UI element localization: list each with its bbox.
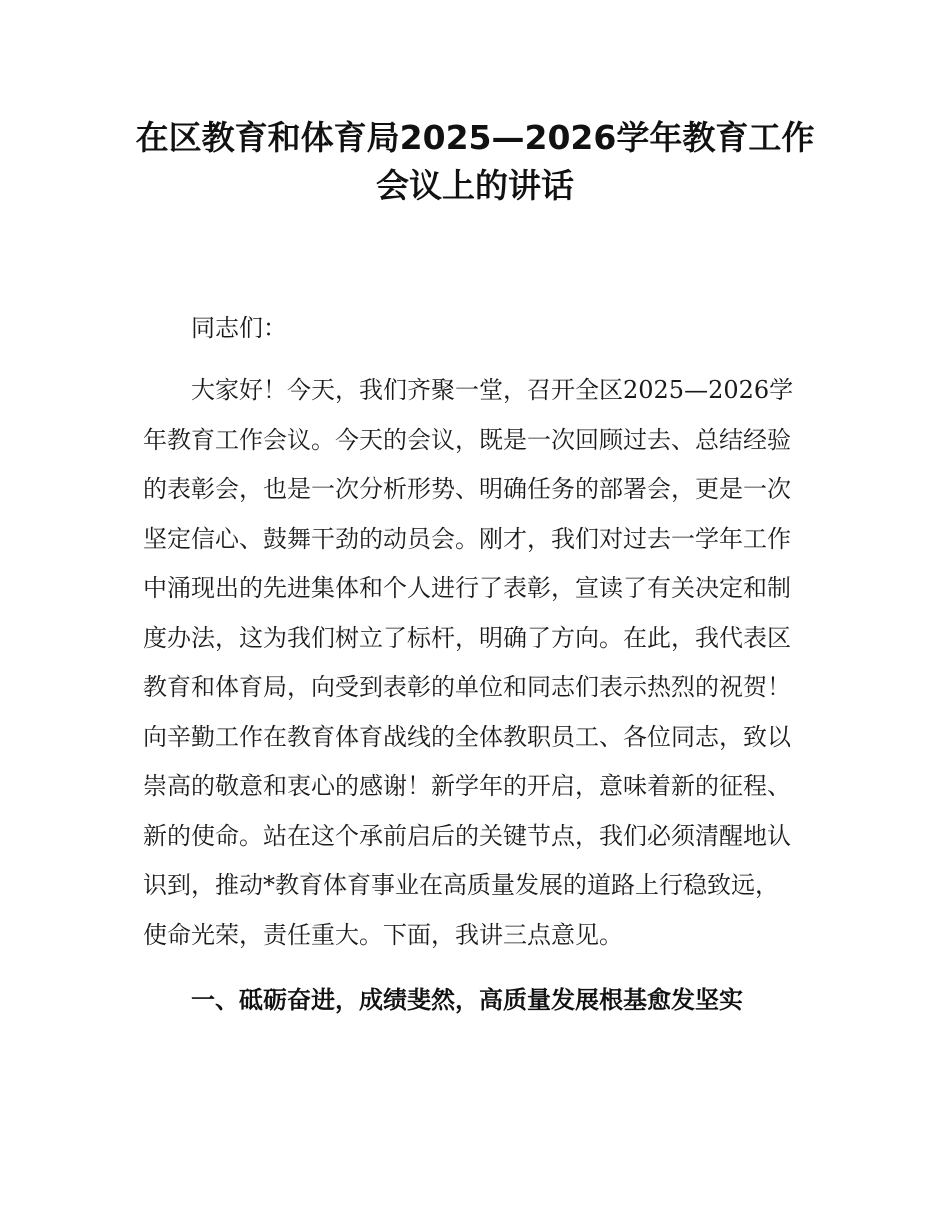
- paragraph-line: 使命光荣，责任重大。下面，我讲三点意见。: [143, 920, 623, 949]
- section-heading: 一、砥砺奋进，成绩斐然，高质量发展根基愈发坚实: [191, 986, 743, 1014]
- paragraph-line: 度办法，这为我们树立了标杆，明确了方向。在此，我代表区: [143, 623, 791, 652]
- paragraph-line: 中涌现出的先进集体和个人进行了表彰，宣读了有关决定和制: [143, 574, 791, 602]
- document-title-line-2: 会议上的讲话: [376, 166, 574, 205]
- paragraph-line: 识到，推动*教育体育事业在高质量发展的道路上行稳致远，: [143, 871, 779, 899]
- paragraph-line: 新的使命。站在这个承前启后的关键节点，我们必须清醒地认: [143, 821, 791, 850]
- paragraph-line: 教育和体育局，向受到表彰的单位和同志们表示热烈的祝贺！: [143, 673, 791, 701]
- paragraph-line: 大家好！今天，我们齐聚一堂，召开全区2025—2026学: [191, 376, 794, 404]
- paragraph-line: 坚定信心、鼓舞干劲的动员会。刚才，我们对过去一学年工作: [143, 524, 791, 553]
- paragraph-line: 崇高的敬意和衷心的感谢！新学年的开启，意味着新的征程、: [143, 772, 791, 800]
- opening-paragraph: [143, 370, 823, 964]
- document-title-line-1: 在区教育和体育局2025—2026学年教育工作: [135, 118, 815, 157]
- paragraph-line: 向辛勤工作在教育体育战线的全体教职员工、各位同志，致以: [143, 722, 791, 751]
- paragraph-line: 的表彰会，也是一次分析形势、明确任务的部署会，更是一次: [143, 475, 791, 503]
- paragraph-line: 年教育工作会议。今天的会议，既是一次回顾过去、总结经验: [143, 425, 791, 454]
- salutation: 同志们：: [191, 314, 287, 342]
